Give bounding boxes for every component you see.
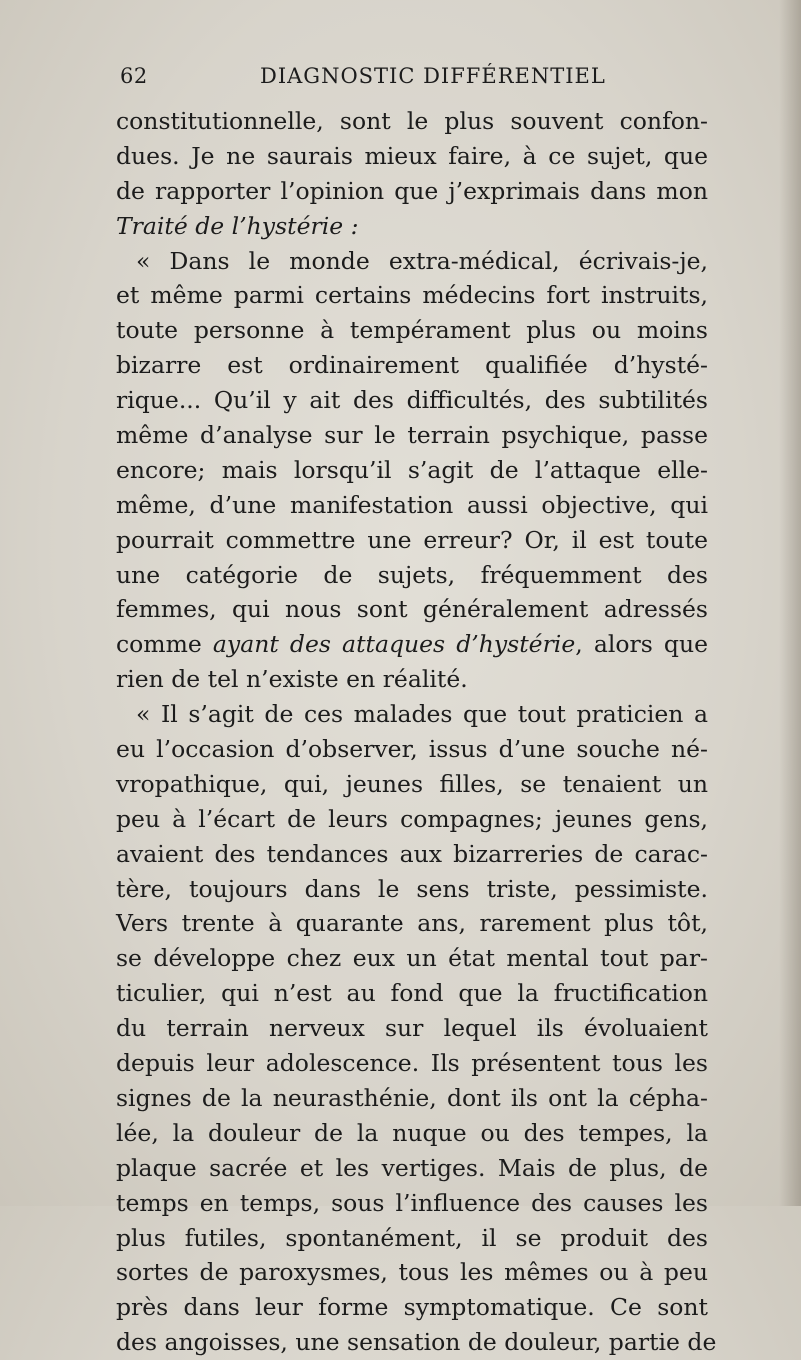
text-line: se développe chez eux un état mental tout par-: [116, 944, 708, 973]
text-line: même d’analyse sur le terrain psychique, passe: [116, 421, 708, 450]
text-run-italic: ayant des attaques d’hystérie: [212, 630, 576, 659]
text-line: du terrain nerveux sur lequel ils évoluaient: [116, 1014, 708, 1043]
running-title: DIAGNOSTIC DIFFÉRENTIEL: [260, 64, 606, 88]
text-line: depuis leur adolescence. Ils présentent tous les: [116, 1049, 708, 1078]
text-line: vropathique, qui, jeunes filles, se tenaient un: [116, 769, 708, 798]
text-line: plaque sacrée et les vertiges. Mais de plus, de: [116, 1153, 708, 1182]
text-line: signes de la neurasthénie, dont ils ont la cépha-: [116, 1083, 708, 1112]
text-line: pourrait commettre une erreur? Or, il est toute: [116, 525, 708, 554]
text-line: de rapporter l’opinion que j’exprimais dans mon: [116, 176, 708, 205]
text-line: ticulier, qui n’est au fond que la fructification: [116, 979, 708, 1008]
text-line-mixed: [116, 627, 708, 662]
page-number: 62: [120, 64, 148, 88]
text-line-quote-start: « Dans le monde extra-médical, écrivais-je,: [136, 246, 708, 275]
text-line: une catégorie de sujets, fréquemment des: [116, 560, 708, 589]
text-line: temps en temps, sous l’influence des causes les: [116, 1188, 708, 1217]
text-line: bizarre est ordinairement qualifiée d’hysté-: [116, 351, 708, 380]
text-line-paragraph-end: rien de tel n’existe en réalité.: [116, 665, 468, 694]
text-line: femmes, qui nous sont généralement adressés: [116, 595, 708, 624]
text-line: plus futiles, spontanément, il se produit des: [116, 1223, 708, 1252]
text-line: constitutionnelle, sont le plus souvent confon-: [116, 107, 708, 135]
text-line: même, d’une manifestation aussi objective, qui: [116, 490, 708, 519]
text-line: rique... Qu’il y ait des difficultés, des subtilités: [116, 386, 708, 415]
text-line: peu à l’écart de leurs compagnes; jeunes gens,: [116, 804, 708, 833]
text-line-quote-start: « Il s’agit de ces malades que tout praticien a: [136, 700, 708, 729]
text-line: lée, la douleur de la nuque ou des tempes, la: [116, 1118, 708, 1147]
text-line: près dans leur forme symptomatique. Ce sont: [116, 1293, 708, 1322]
running-head: [120, 64, 710, 94]
text-line: dues. Je ne saurais mieux faire, à ce sujet, que: [116, 141, 708, 170]
text-line: avaient des tendances aux bizarreries de carac-: [116, 839, 708, 868]
text-line: toute personne à tempérament plus ou moins: [116, 316, 708, 345]
body-text: [116, 104, 717, 1360]
text-line: et même parmi certains médecins fort instruits,: [116, 281, 708, 310]
text-line-book-title: Traité de l’hystérie :: [116, 211, 359, 240]
text-line: sortes de paroxysmes, tous les mêmes ou à peu: [116, 1258, 708, 1287]
text-run: , alors que: [575, 630, 709, 659]
text-run: comme: [116, 630, 213, 659]
text-line: des angoisses, une sensation de douleur, partie de: [116, 1328, 717, 1357]
page-edge-shadow: [779, 0, 801, 1206]
text-line: eu l’occasion d’observer, issus d’une souche né-: [116, 735, 708, 764]
text-line: Vers trente à quarante ans, rarement plus tôt,: [116, 909, 708, 938]
text-line: encore; mais lorsqu’il s’agit de l’attaque elle-: [116, 455, 708, 484]
text-line: tère, toujours dans le sens triste, pessimiste.: [116, 874, 708, 903]
